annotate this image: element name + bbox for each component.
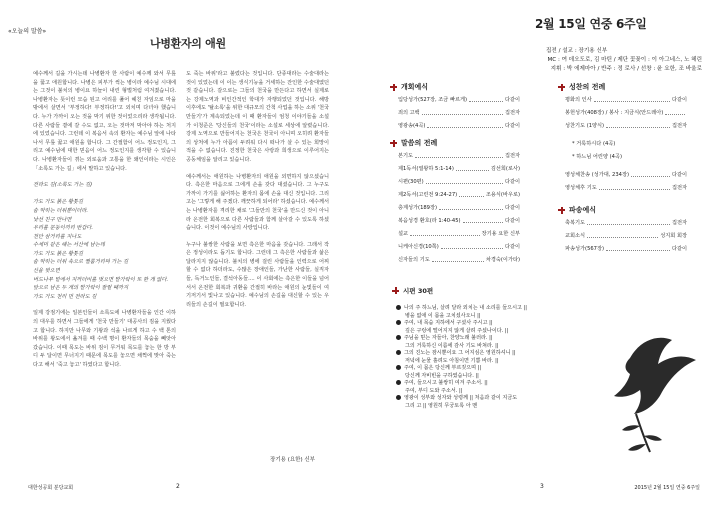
liturgy-row	[398, 257, 520, 263]
liturgy-row	[565, 185, 687, 191]
essay-column-1	[33, 70, 176, 378]
dotted-leader	[426, 179, 503, 184]
psalm-verse-text: 주여, 내 목숨 지하에서 구셨사 주시고 ||	[404, 320, 493, 326]
liturgy-item-performer: 다같이	[504, 179, 520, 185]
liturgy-row	[565, 233, 687, 239]
dotted-leader	[469, 97, 503, 102]
psalm-verse-text: 깊은 구렁에 떨어지지 않게 살려 주셨나이다. ||	[405, 327, 509, 334]
liturgy-item-performer: 성지회 회장	[660, 233, 687, 239]
liturgy-row	[398, 231, 520, 237]
psalm-verse-response	[396, 358, 616, 366]
section-heading-word	[390, 138, 437, 148]
section-title: 개회예식	[401, 83, 429, 91]
dotted-leader	[594, 97, 670, 102]
poem-line: 전라도 길(소록도 가는 길)	[33, 182, 93, 189]
page-number: 2	[176, 483, 180, 490]
psalm-verse-lead	[396, 395, 616, 403]
dotted-leader	[415, 153, 503, 158]
liturgy-item-label: 영광송(4곡)	[398, 123, 426, 129]
dotted-leader	[463, 218, 503, 223]
liturgy-item-label: 본기도	[398, 153, 414, 159]
psalm-verse-text: 그의 거룩하신 이름에 감사 기도 바쳐라. ||	[405, 342, 499, 349]
liturgy-item-label: 영성체후 기도	[565, 185, 597, 191]
liturgy-item-performer: 다같이	[504, 123, 520, 129]
poem-line: 우리를 문둥이끼리 반갑다.	[33, 225, 94, 232]
essay-paragraph: 일제 강점기에는 일본인들이 소록도에 나병환자들을 인간 이하의 대우를 하면서 그들에게 '천국 만들기' 대공사의 짐을 지웠다고 합니다. 하지만 나무와 기왕과 석을 나르게 하고 수 백 톤의 바위를 왕도에서 옮겨를 때 수백 명이 환자들의 목숨을 빼앗아 갔습니다. 이때 목도는 바위 짐이 무거워 목도를 놓는 한 방 부디 두 달이면 무너지기 때문에 목도를 놓으면 채찍에 맞아 죽는다고 해서 '죽고 놓고' 하였다고 합니다.	[33, 310, 176, 368]
liturgy-item-performer: 다같이	[504, 205, 520, 211]
poem-line	[33, 190, 176, 199]
section-title: 성찬의 전례	[569, 83, 606, 91]
essay-paragraph: 예수께서는 애원하는 나병환자의 애원을 외면하지 않으셨습니다. 측은한 마음으로 그에게 손을 갖다 대셨습니다. 그 누구도 가까이 가기를 싫어하는 환자의 몸에 손을 대신 것입니다. 그리고는 '그렇게 해 주겠다. 깨끗하게 되어라' 하셨습니다. 예수께서는 나병환자를 격리한 채로 '그들만의 천국'을 만드신 것이 아니라 온전한 회복으로 다른 사람들과 함께 살아갈 수 있도록 하셨습니다. 이것이 예수님의 사랑입니다.	[186, 173, 329, 232]
liturgy-item-performer: 다같이	[671, 172, 687, 178]
psalm-verse-response	[396, 388, 616, 396]
bullet-icon	[396, 305, 401, 310]
cross-icon	[390, 140, 397, 147]
section-title: 파송예식	[569, 206, 597, 214]
psalm-verse-text: 그리 고 || 영원히 무궁토록 아 멘	[405, 402, 478, 409]
staff-line: MC : 여 데오도로, 김 마틴 / 제단 꽃꽂이 : 이 아그네스, 노 헤린	[547, 57, 702, 63]
liturgy-row	[398, 244, 520, 250]
cross-icon	[558, 207, 565, 214]
liturgy-row	[565, 172, 687, 178]
psalm-verse-lead	[396, 305, 616, 313]
liturgy-item-label: 신자들의 기도	[398, 257, 430, 263]
poem-line: 숨 막히는 더위뿐이더라.	[33, 207, 89, 214]
section-label: «오늘의 말씀»	[8, 28, 47, 35]
poem-line: 버드나무 밑에서 지까더비를 벗으면 발가락이 또 한 개 없다.	[33, 276, 169, 283]
liturgy-item-performer: 장기용 요한 신부	[481, 231, 520, 237]
psalm-verse-text: 나의 주 하느님, 살려 달라 외치는 내 소리를 들으시고 ||	[404, 305, 527, 311]
liturgy-item-label: 평화의 인사	[565, 97, 592, 103]
poem-line: 수세미 같은 해는 서산에 남는데	[33, 242, 105, 249]
essay-title: 나병환자의 애원	[150, 37, 226, 50]
staff-line: 지휘 : 박 에제마아 / 반주 : 정 로사 / 선창 : 윤 요한, 조 바울로	[550, 66, 702, 72]
liturgy-item-performer: 다같이	[504, 244, 520, 250]
eucharist-note: * 하느님 어린양 (4곡)	[572, 154, 622, 160]
psalm-verse-text: 그의 진노는 잠시뿐이요 그 어지심은 영원하셔니 ||	[404, 350, 516, 356]
poem-line: 숨 막히는 더위 속으로 쩔룸거리며 가는 길	[33, 259, 129, 266]
liturgy-item-label: 성찬기도 (1양식)	[565, 123, 605, 129]
section-title: 말씀의 전례	[401, 139, 438, 147]
psalm-verse-response	[396, 373, 616, 381]
essay-column-2	[186, 70, 329, 317]
liturgy-row	[565, 246, 687, 252]
psalm-verse-text: 주여, 들으시고 불쌍히 여겨 주소서. ||	[404, 380, 488, 386]
dotted-leader	[410, 231, 480, 236]
poem-line: 천안 삼거리를 지나도	[33, 233, 82, 240]
liturgy-row	[565, 123, 687, 129]
liturgy-item-performer: 집전자	[504, 153, 520, 159]
liturgy-row	[565, 220, 687, 226]
psalm-title: 시편 30편	[403, 287, 434, 295]
poem-line: 신을 벗으면	[33, 268, 60, 275]
bullet-icon	[396, 335, 401, 340]
cross-icon	[390, 84, 397, 91]
psalm-verse-text: 주님을 믿는 자들아, 찬양노래 불러라. ||	[404, 335, 493, 341]
psalm-verse-lead	[396, 350, 616, 358]
right-page	[360, 0, 720, 508]
dove-icon	[610, 330, 700, 460]
poem-line: 가도 가도 천리 먼 전라도 길	[33, 293, 97, 300]
liturgy-row	[398, 218, 520, 224]
dotted-leader	[459, 192, 484, 197]
author-signature: 장기용 (요한) 신부	[270, 457, 315, 463]
service-officiant: 집전 / 설교 : 장기용 신부	[546, 48, 608, 54]
liturgy-item-performer: 다같이	[671, 97, 687, 103]
page-number: 3	[540, 483, 544, 490]
service-title: 2월 15일 연중 6주일	[535, 17, 647, 31]
poem-line: 앞으로 남은 두 개의 발가락이 잘릴 때까지	[33, 285, 129, 292]
section-heading-gathering	[390, 82, 428, 92]
liturgy-item-label: 영성체찬송 (성가대, 234장)	[565, 172, 629, 178]
psalm-verse-text: 주여, 이 몸은 당신께 부르짖으며 ||	[404, 365, 482, 371]
section-heading-dismissal	[558, 205, 596, 215]
dotted-leader	[606, 246, 670, 251]
liturgy-item-label: 축복기도	[565, 220, 586, 226]
dotted-leader	[631, 172, 670, 177]
liturgy-row	[565, 97, 687, 103]
poem-line: 가도 가도 붉은 황톳길	[33, 199, 84, 206]
dotted-leader	[456, 166, 489, 171]
psalm-text	[396, 305, 616, 410]
bullet-icon	[396, 380, 401, 385]
psalm-heading	[392, 286, 433, 295]
liturgy-row	[398, 97, 520, 103]
liturgy-item-label: 설교	[398, 231, 409, 237]
poem	[33, 181, 176, 301]
poem-line: 가도 가도 붉은 황톳길	[33, 250, 84, 257]
liturgy-row	[398, 192, 520, 198]
liturgy-row	[398, 110, 520, 116]
psalm-verse-lead	[396, 335, 616, 343]
footer-church-name: 대한성공회 분당교회	[28, 485, 74, 491]
psalm-verse-response	[396, 328, 616, 336]
dotted-leader	[599, 185, 670, 190]
liturgy-item-performer: 김선희(로사)	[490, 166, 520, 172]
footer-date: 2015년 2월 15일 연중 6주일	[634, 485, 700, 491]
essay-paragraph: 누구나 불쌍한 사람을 보면 측은한 마음을 갖습니다. 그래서 작은 정성이라도 돕기도 합니다. 그런데 그 측은한 사람들과 삶은 달라지지 않습니다. 불치의 병에 걸린 사람들을 인력으로 어찌 할 수 없다 하더라도, 수많은 장애인들, 가난한 사람들, 실직자들, 독거노인들, 결석아동들.... 이 사회에는 측은한 이들을 넘어서서 온전한 회복과 귀환을 간절히 바라는 애원의 눈빛들이 여기저기서 빛나고 있습니다. 예수님의 손길을 대신할 수 있는 우리들의 손길이 필요합니다.	[186, 241, 329, 308]
liturgy-item-label: 니케아신경(10쪽)	[398, 244, 439, 250]
poem-line: 낯선 친구 만나면	[33, 216, 72, 223]
dotted-leader	[439, 205, 503, 210]
dotted-leader	[427, 123, 503, 128]
liturgy-row	[565, 110, 687, 116]
psalm-verse-text: 주여, 부디 도와 주소서. ||	[405, 387, 463, 394]
liturgy-item-performer: 집전자	[671, 123, 687, 129]
liturgy-item-label: 층계성가(189장)	[398, 205, 438, 211]
psalm-verse-response	[396, 313, 616, 321]
psalm-verse-text: 영광이 성부와 성자와 성령께 || 처음과 같이 지금도	[404, 395, 518, 401]
liturgy-item-label: 봉헌성가(408장) / 봉사 : 지금식(안드레아)	[565, 110, 664, 116]
dotted-leader	[441, 244, 503, 249]
liturgy-item-label: 시편(30편)	[398, 179, 424, 185]
dotted-leader	[587, 233, 658, 238]
liturgy-item-performer: 조용식(바우로)	[485, 192, 520, 198]
liturgy-item-label: 입당성가(527장, 조금 빠르게)	[398, 97, 468, 103]
liturgy-row	[398, 123, 520, 129]
liturgy-item-label: 교회소식	[565, 233, 586, 239]
liturgy-item-label: 제1독서(열왕하 5:1-14)	[398, 166, 454, 172]
dotted-leader	[665, 110, 685, 115]
dotted-leader	[422, 110, 503, 115]
liturgy-item-performer: 집전자	[671, 220, 687, 226]
bullet-icon	[396, 395, 401, 400]
dotted-leader	[432, 257, 484, 262]
psalm-verse-lead	[396, 380, 616, 388]
bullet-icon	[396, 350, 401, 355]
liturgy-item-label: 복음성경 환호(라 1:40-45)	[398, 218, 461, 224]
essay-paragraph: 예수께서 길을 가시는데 나병환자 한 사람이 예수께 와서 무릎을 꿇고 애원합니다. 나병은 피부가 썩는 병이라 예수님 시대에는 그것이 불치의 병이요 하늘이 내린 형벌처럼 여겨졌습니다. 나병환자는 뜻이런 모습 된고 어리를 풀어 헤친 자임으로 마을 밖에서 살면서 '부정하다! 부정하다!'고 외치며 다녀야 했습니다. 누가 가까이 오는 것을 막기 위한 것이었으리라 생각됩니다. 다른 사람들 곁에 갈 수도 없고, 오는 것마저 막아야 하는 처지에 있었습니다. 그런데 이 복음서 속의 환자는 예수님 앞에 나타나서 무릎 꿇고 애원을 합니다. 그 간절함이 어느 정도인지, 그리고 예수님에 대한 믿음이 어느 정도인지를 생각할 수 있습니다. 나병환자들이 겪는 외로움과 고통을 한 왜인이라는 시인은 「소록도 가는 길」에서 말하고 있습니다.	[33, 71, 176, 172]
liturgy-row	[398, 166, 520, 172]
bullet-icon	[396, 320, 401, 325]
eucharist-note: * 거룩하시다 (4곡)	[572, 141, 616, 147]
liturgy-item-label: 제2독서(고린전 9:24-27)	[398, 192, 458, 198]
bullet-icon	[396, 365, 401, 370]
liturgy-item-performer: 다같이	[504, 97, 520, 103]
cross-icon	[558, 84, 565, 91]
liturgy-row	[398, 153, 520, 159]
cross-icon	[392, 287, 399, 294]
liturgy-row	[398, 179, 520, 185]
liturgy-item-performer: 집전자	[504, 110, 520, 116]
essay-paragraph: 도 죽는 바위'라고 불렀다는 것입니다. 단종대라는 수술대라는 것이 있었는데 이 이는 생식기능을 거세하는 잔인한 수술대였던 것 같습니다. 갈으로는 그들의 천국을 만든다고 하면서 실제로는 강제노역과 비인간적인 학대가 자행되었던 것입니다. 해방 이후에도 '탈소록'을 위한 대규모의 간척 사업을 하는 소위 '천국 만들기'가 계속되었는데 이 때 환자들이 엄청 이야기들을 소설가 이청준은 '당신들의 천국'이라는 소설로 세상에 알렸습니다. 강제 노역으로 만들어지는 천국은 천국이 아니며 오히려 환자들의 상처에 누가 아픔이 두려워 다시 떠나가 살 수 있는 희망이 적을 수 없습니다. 진정한 천국은 사랑과 희생으로 이루어지는 공동체임을 알리고 있습니다.	[186, 71, 329, 163]
liturgy-item-performer: 다같이	[671, 246, 687, 252]
psalm-verse-lead	[396, 365, 616, 373]
psalm-verse-text: 저녁에 눈물 흘려도 아침이면 기쁨 바라. ||	[405, 357, 499, 364]
psalm-verse-response	[396, 343, 616, 351]
liturgy-item-label: 파송성가(567장)	[565, 246, 605, 252]
liturgy-item-performer: 차경숙(이가타)	[485, 257, 520, 263]
liturgy-row	[398, 205, 520, 211]
dotted-leader	[606, 123, 670, 128]
psalm-verse-response	[396, 403, 616, 411]
section-heading-eucharist	[558, 82, 605, 92]
dotted-leader	[587, 220, 670, 225]
liturgy-item-performer: 다같이	[504, 218, 520, 224]
psalm-verse-text: 병을 없애 이 몸을 고치셨사오니 ||	[405, 312, 481, 319]
psalm-verse-text: 당신께 자비빈을 구하였습니다. ||	[405, 372, 479, 379]
liturgy-item-label: 죄의 고백	[398, 110, 420, 116]
liturgy-item-performer: 집전자	[671, 185, 687, 191]
psalm-verse-lead	[396, 320, 616, 328]
